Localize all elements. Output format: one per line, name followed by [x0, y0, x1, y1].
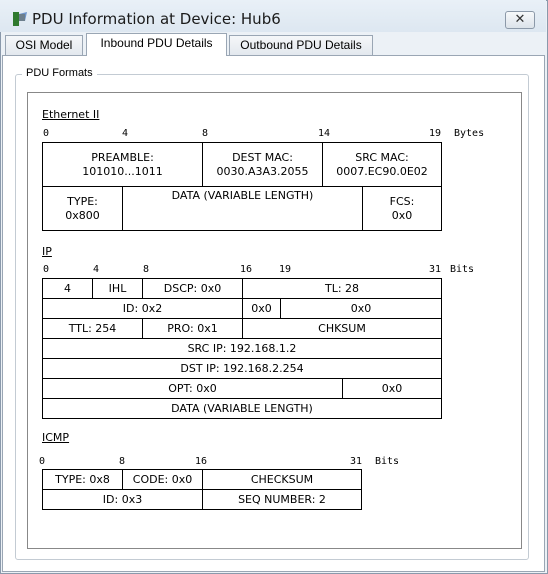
ethernet-ruler-unit: Bytes [454, 128, 485, 139]
icmp-ruler-0: 0 [39, 456, 46, 467]
ip-padding-field: 0x0 [342, 378, 442, 399]
ethernet-ruler-19: 19 [429, 128, 442, 139]
ip-dst-ip-field: DST IP: 192.168.2.254 [42, 358, 442, 379]
ip-tl-field: TL: 28 [242, 278, 442, 299]
eth-dest-mac-value: 0030.A3A3.2055 [216, 164, 309, 178]
ip-checksum-field: CHKSUM [242, 318, 442, 339]
tab-osi-model[interactable]: OSI Model [5, 35, 83, 55]
icmp-id-field: ID: 0x3 [42, 489, 203, 510]
ip-version-field: 4 [42, 278, 93, 299]
eth-preamble-label: PREAMBLE: [91, 150, 154, 164]
ip-frag-offset-field: 0x0 [280, 298, 442, 319]
ip-ihl-field: IHL [92, 278, 143, 299]
eth-dest-mac-label: DEST MAC: [232, 150, 293, 164]
icmp-ruler-16: 16 [195, 456, 208, 467]
icmp-code-field: CODE: 0x0 [122, 469, 203, 490]
eth-fcs-field [362, 186, 442, 231]
ethernet-ruler-0: 0 [43, 128, 50, 139]
ip-ruler-8: 8 [143, 264, 150, 275]
eth-preamble-value: 101010...1011 [82, 164, 163, 178]
ip-ruler-31: 31 [429, 264, 442, 275]
close-icon: ✕ [514, 12, 526, 27]
ip-ruler-16: 16 [240, 264, 253, 275]
ip-ruler-0: 0 [43, 264, 50, 275]
eth-type-field [42, 186, 123, 231]
packet-tracer-app-icon [12, 11, 28, 27]
eth-type-value: 0x800 [65, 208, 100, 222]
ip-data-field: DATA (VARIABLE LENGTH) [42, 398, 442, 419]
ethernet-ruler-14: 14 [318, 128, 331, 139]
ip-src-ip-field: SRC IP: 192.168.1.2 [42, 338, 442, 359]
ethernet-section-title: Ethernet II [42, 108, 100, 121]
ip-options-field: OPT: 0x0 [42, 378, 343, 399]
ip-dscp-field: DSCP: 0x0 [142, 278, 243, 299]
ip-ttl-field: TTL: 254 [42, 318, 143, 339]
eth-fcs-label: FCS: [389, 194, 415, 208]
window-title: PDU Information at Device: Hub6 [32, 10, 281, 28]
ip-flags-field: 0x0 [242, 298, 281, 319]
eth-src-mac-field [322, 142, 442, 187]
icmp-ruler-8: 8 [119, 456, 126, 467]
icmp-ruler-31: 31 [350, 456, 363, 467]
eth-dest-mac-field [202, 142, 323, 187]
close-button[interactable] [505, 11, 535, 29]
eth-fcs-value: 0x0 [391, 208, 413, 222]
ip-section-title: IP [42, 245, 52, 258]
ethernet-ruler-4: 4 [122, 128, 129, 139]
eth-data-label: DATA (VARIABLE LENGTH) [171, 189, 314, 202]
tab-outbound-pdu-details[interactable]: Outbound PDU Details [229, 35, 373, 55]
ip-ruler-unit: Bits [450, 264, 475, 275]
pdu-formats-label: PDU Formats [22, 67, 97, 79]
eth-src-mac-value: 0007.EC90.0E02 [336, 164, 428, 178]
icmp-checksum-field: CHECKSUM [202, 469, 362, 490]
eth-type-label: TYPE: [67, 194, 98, 208]
ip-id-field: ID: 0x2 [42, 298, 243, 319]
icmp-ruler-unit: Bits [375, 456, 400, 467]
icmp-section-title: ICMP [42, 431, 70, 444]
eth-data-field [122, 186, 363, 231]
ip-ruler-4: 4 [93, 264, 100, 275]
ip-ruler-19: 19 [279, 264, 292, 275]
icmp-type-field: TYPE: 0x8 [42, 469, 123, 490]
eth-preamble-field [42, 142, 203, 187]
eth-src-mac-label: SRC MAC: [355, 150, 409, 164]
ethernet-ruler-8: 8 [202, 128, 209, 139]
ip-protocol-field: PRO: 0x1 [142, 318, 243, 339]
tab-inbound-pdu-details[interactable]: Inbound PDU Details [86, 33, 227, 56]
icmp-seq-field: SEQ NUMBER: 2 [202, 489, 362, 510]
